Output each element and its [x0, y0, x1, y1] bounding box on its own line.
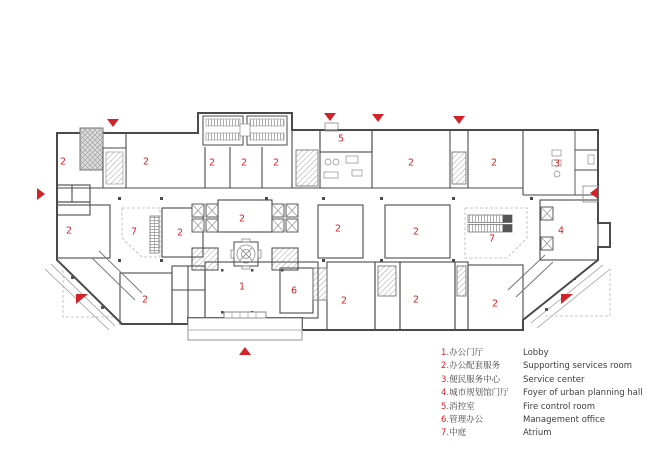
room-number-label: 2 — [490, 157, 498, 169]
hatched-shaft — [80, 128, 103, 170]
legend-label-zh: 中庭 — [449, 428, 467, 439]
room-number-label: 2 — [240, 157, 248, 169]
room-number-label: 7 — [130, 226, 138, 238]
legend-row — [441, 374, 646, 387]
legend-number: 7. — [441, 428, 450, 439]
room-number-label: 2 — [412, 226, 420, 238]
legend-row — [441, 347, 646, 360]
entrance-arrow-up — [239, 347, 251, 355]
room-number-label: 2 — [340, 295, 348, 307]
room-number-label: 2 — [334, 223, 342, 235]
legend-label-zh: 办公门厅 — [449, 348, 484, 358]
legend-number: 2. — [441, 361, 450, 372]
legend-label-en: Lobby — [523, 348, 549, 358]
room-number-label: 2 — [238, 213, 246, 225]
room-number-label: 7 — [488, 233, 496, 245]
room-number-label: 5 — [337, 133, 345, 145]
legend-label-zh: 便民服务中心 — [449, 374, 501, 385]
room-number-label: 2 — [272, 157, 280, 169]
room-number-label: 4 — [557, 225, 565, 237]
legend-label-en: Management office — [523, 415, 606, 426]
room-number-label: 2 — [142, 156, 150, 168]
legend-row — [441, 427, 646, 440]
room-number-label: 2 — [208, 157, 216, 169]
legend-number: 5. — [441, 401, 450, 412]
legend-row — [441, 387, 646, 400]
legend-row — [441, 414, 646, 427]
entrance-arrow-down — [372, 114, 384, 122]
room-number-label: 2 — [491, 298, 499, 310]
entrance-arrow-down — [324, 113, 336, 121]
legend-label-zh: 管理办公 — [449, 415, 484, 426]
legend-label-en: Supporting services room — [523, 361, 633, 372]
legend-number: 6. — [441, 415, 450, 426]
legend-label-zh: 城市规划馆门厅 — [449, 388, 509, 399]
entrance-arrow-sw — [561, 294, 573, 304]
legend-label-en: Foyer of urban planning hall — [523, 388, 643, 399]
legend-number: 1. — [441, 348, 450, 358]
entrance-arrow-sw — [76, 294, 88, 304]
room-number-label: 1 — [238, 281, 246, 293]
entrance-arrow-right — [37, 188, 45, 200]
legend-row — [441, 401, 646, 414]
legend-label-zh: 办公配套服务 — [449, 361, 501, 372]
room-number-label: 2 — [65, 225, 73, 237]
legend-label-zh: 消控室 — [449, 401, 475, 412]
legend — [441, 347, 646, 441]
legend-label-en: Atrium — [523, 428, 552, 439]
entrance-arrow-down — [107, 119, 119, 127]
room-number-label: 2 — [141, 294, 149, 306]
room-number-label: 2 — [176, 227, 184, 239]
room-number-label: 2 — [407, 157, 415, 169]
room-number-label: 2 — [59, 156, 67, 168]
legend-number: 4. — [441, 388, 450, 399]
room-number-label: 6 — [290, 285, 298, 297]
room-number-label: 2 — [412, 294, 420, 306]
legend-row — [441, 360, 646, 373]
legend-label-en: Fire control room — [523, 401, 596, 412]
entrance-arrow-down — [453, 116, 465, 124]
legend-label-en: Service center — [523, 374, 585, 385]
room-number-label: 3 — [553, 158, 561, 170]
legend-number: 3. — [441, 374, 450, 385]
